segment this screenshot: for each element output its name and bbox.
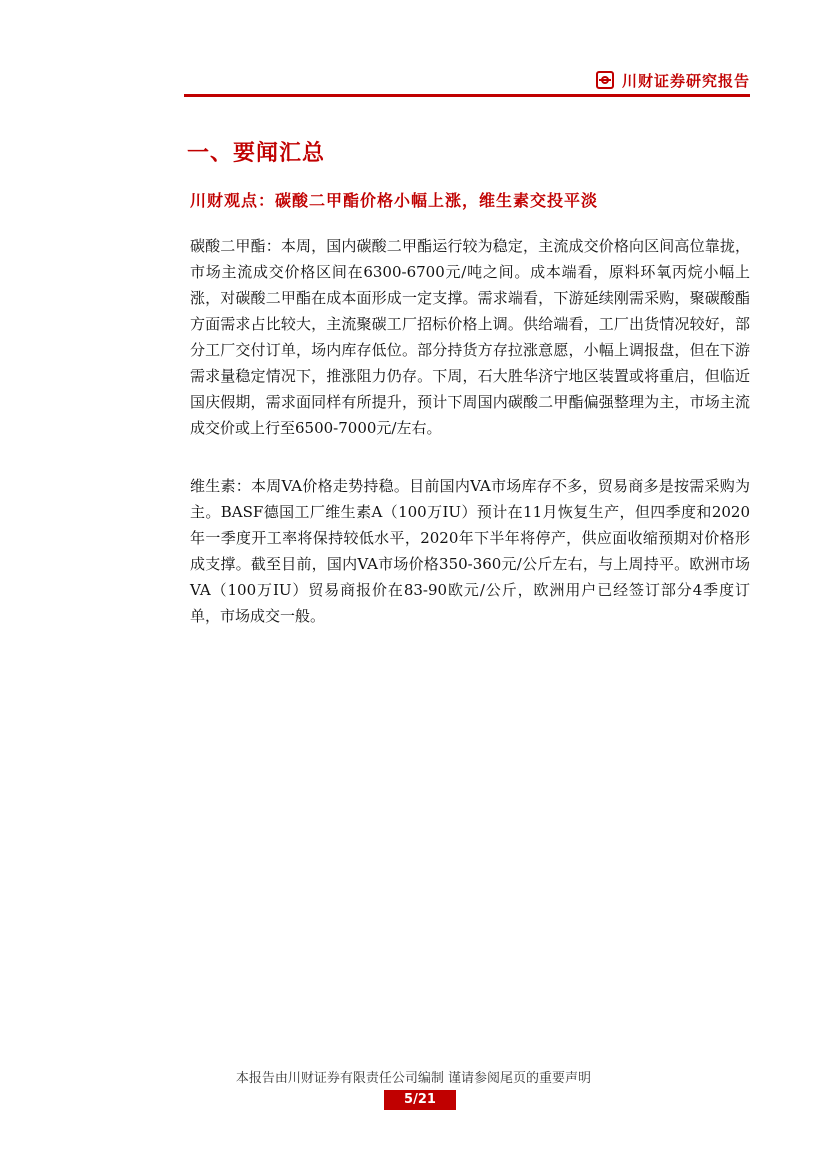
report-brand-title: 川财证券研究报告 [621,71,750,90]
footer-disclaimer: 本报告由川财证券有限责任公司编制 谨请参阅尾页的重要声明 [235,1071,592,1086]
paragraph-vitamin: 维生素：本周VA价格走势持稳。目前国内VA市场库存不多，贸易商多是按需采购为主。BASF德国工厂维生素A（100万IU）预计在11月恢复生产，但四季度和2020年一季度开工率将保持较低水平，2020年下半年将停产，供应面收缩预期对价格形成支撑。截至目前，国内VA市场价格350-360元/公斤左右，与上周持平。欧洲市场VA（100万IU）贸易商报价在83-90欧元/公斤，欧洲用户已经签订部分4季度订单，市场成交一般。 [190,477,750,625]
page-number-badge: 5/21 [384,1090,456,1110]
paragraph-dmc: 碳酸二甲酯：本周，国内碳酸二甲酯运行较为稳定，主流成交价格向区间高位靠拢，市场主流成交价格区间在6300-6700元/吨之间。成本端看，原料环氧丙烷小幅上涨，对碳酸二甲酯在成本面形成一定支撑。需求端看，下游延续刚需采购，聚碳酸酯方面需求占比较大，主流聚碳工厂招标价格上调。供给端看，工厂出货情况较好，部分工厂交付订单，场内库存低位。部分持货方存拉涨意愿，小幅上调报盘，但在下游需求量稳定情况下，推涨阻力仍存。下周，石大胜华济宁地区装置或将重启，但临近国庆假期，需求面同样有所提升，预计下周国内碳酸二甲酯偏强整理为主，市场主流成交价或上行至6500-7000元/左右。 [190,237,750,437]
section-subtitle: 川财观点：碳酸二甲酯价格小幅上涨，维生素交投平淡 [190,191,599,210]
header-divider [184,94,750,97]
report-header [184,66,750,94]
section-title: 一、要闻汇总 [187,141,326,166]
chuancai-logo-icon [596,71,614,89]
